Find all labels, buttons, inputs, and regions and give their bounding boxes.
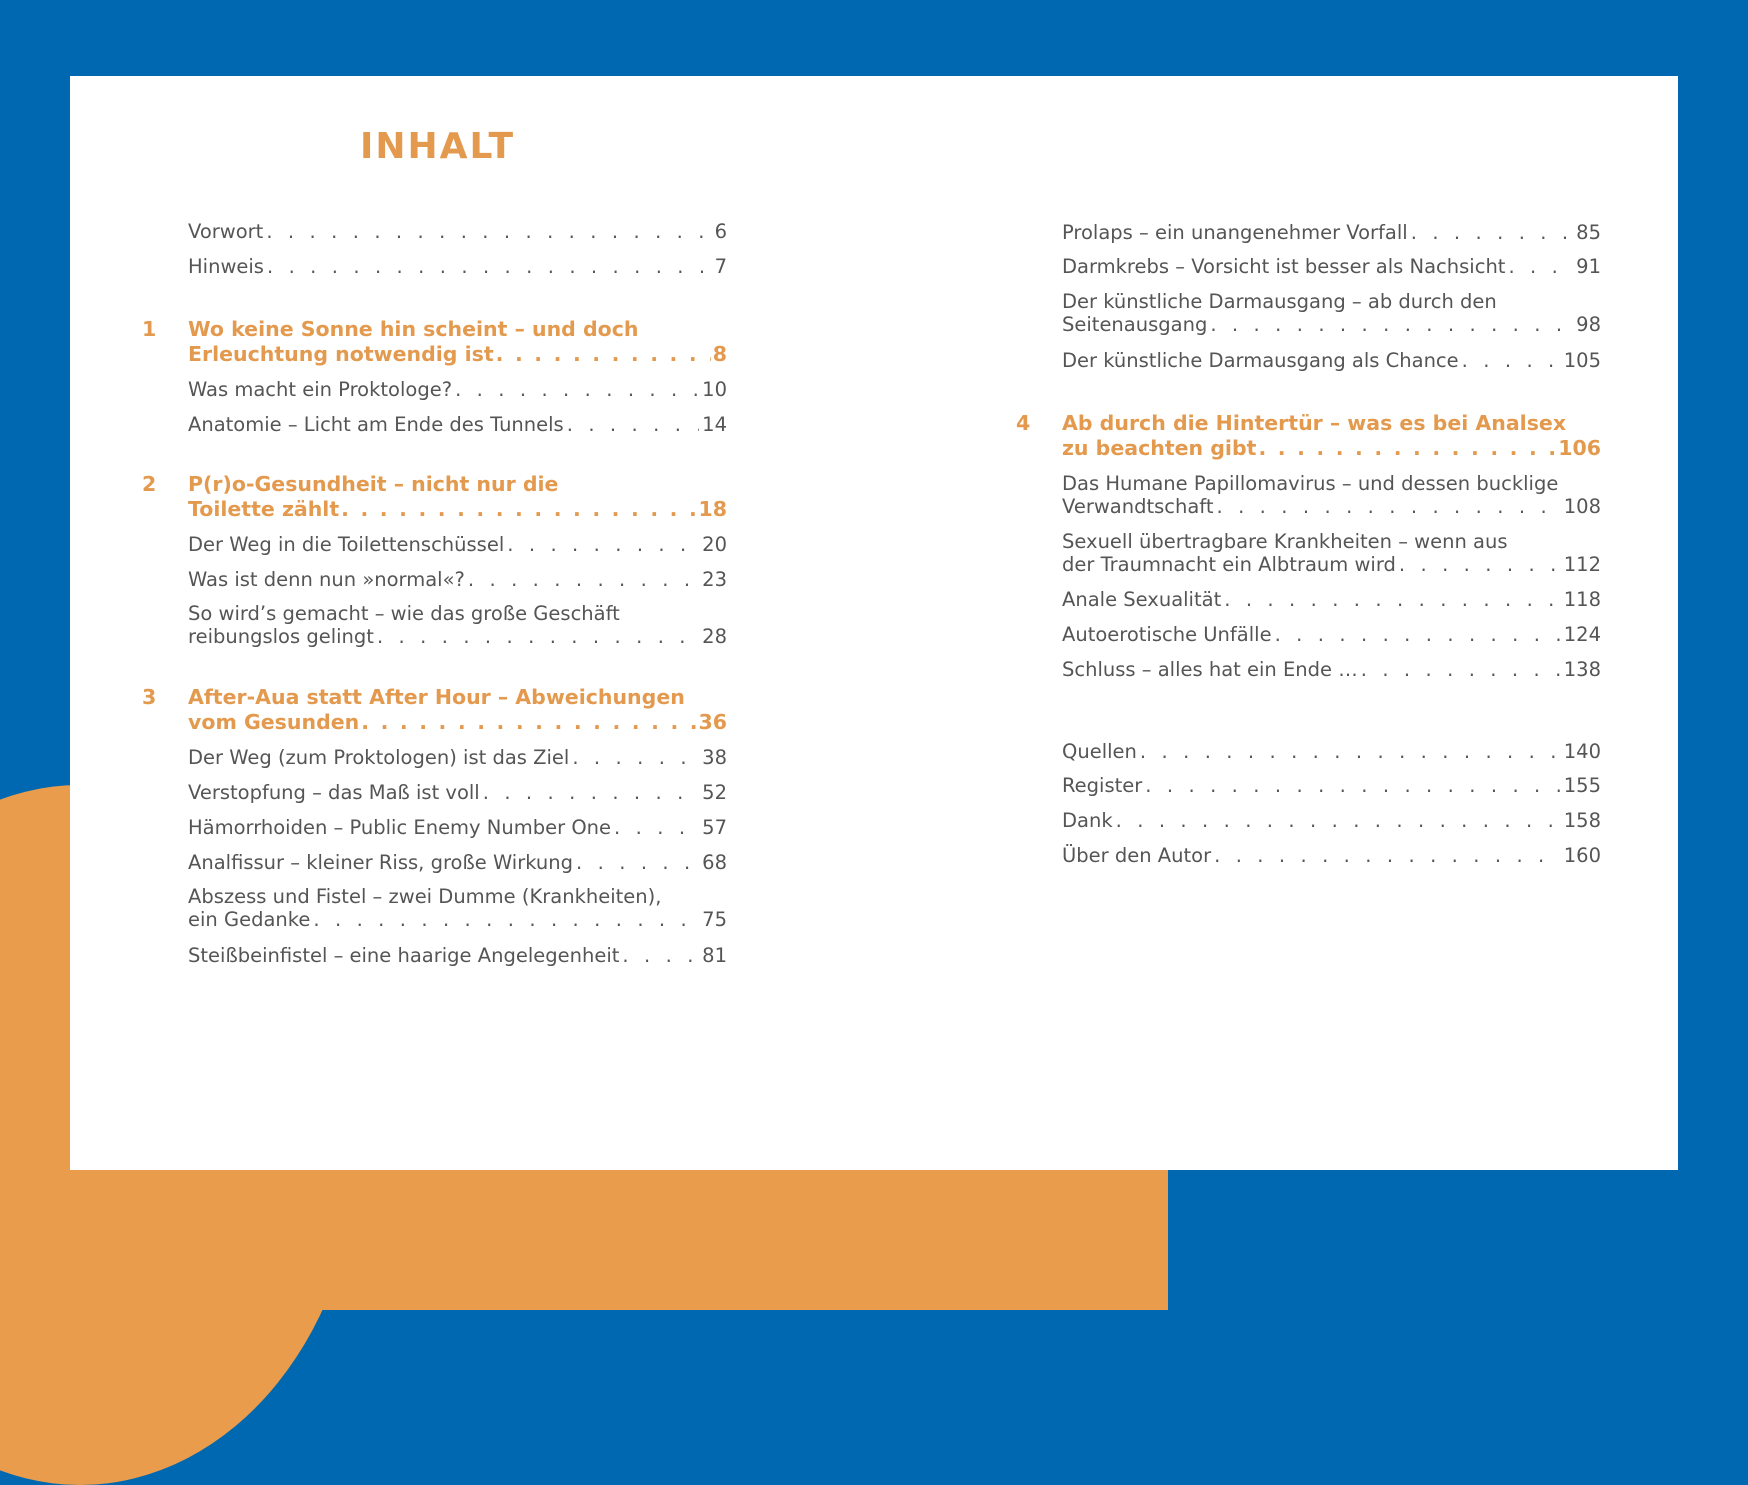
page-number: 8 bbox=[712, 342, 727, 366]
dot-leader bbox=[622, 944, 699, 967]
dot-leader bbox=[1224, 588, 1561, 611]
toc-entry-line bbox=[1062, 553, 1601, 576]
toc-entry-title: Über den Autor bbox=[1062, 844, 1212, 867]
dot-leader bbox=[1258, 436, 1556, 461]
toc-entry bbox=[1014, 349, 1601, 372]
toc-entry-title: Der künstliche Darmausgang als Chance bbox=[1062, 349, 1459, 372]
toc-entry-line bbox=[1062, 774, 1601, 797]
toc-entry bbox=[1014, 472, 1601, 518]
toc-entry-line bbox=[188, 908, 727, 931]
section-number: 1 bbox=[142, 317, 157, 341]
toc-entry-line bbox=[1062, 495, 1601, 518]
toc-entry-title: Seitenausgang bbox=[1062, 313, 1208, 336]
dot-leader bbox=[1508, 255, 1573, 278]
page-number: 108 bbox=[1563, 495, 1601, 518]
dot-leader bbox=[614, 816, 699, 839]
page-number: 98 bbox=[1576, 313, 1601, 336]
toc-entry-title: Anale Sexualität bbox=[1062, 588, 1222, 611]
toc-entry-title: Toilette zählt bbox=[188, 497, 340, 521]
toc-entry bbox=[140, 944, 727, 967]
page-number: 38 bbox=[702, 746, 727, 769]
toc-entry-line bbox=[1062, 221, 1601, 244]
dot-leader bbox=[1399, 553, 1561, 576]
toc-entry-line bbox=[1062, 313, 1601, 336]
page-number: 52 bbox=[702, 781, 727, 804]
toc-entry-line bbox=[188, 781, 727, 804]
section-number: 2 bbox=[142, 472, 157, 496]
toc-entry bbox=[140, 413, 727, 436]
toc-entry bbox=[140, 220, 727, 243]
page-title: INHALT bbox=[360, 126, 516, 167]
toc-entry-title: Hinweis bbox=[188, 255, 264, 278]
toc-entry-line bbox=[188, 851, 727, 874]
toc-entry-title: Anatomie – Licht am Ende des Tunnels bbox=[188, 413, 564, 436]
toc-section-heading bbox=[140, 317, 727, 367]
page-number: 112 bbox=[1563, 553, 1601, 576]
toc-entry-title: Autoerotische Unfälle bbox=[1062, 623, 1272, 646]
toc-entry-line bbox=[188, 497, 727, 522]
dot-leader bbox=[576, 851, 699, 874]
toc-entry-title-line: Wo keine Sonne hin scheint – und doch bbox=[188, 317, 639, 341]
toc-entry-title-line: Ab durch die Hintertür – was es bei Analsex bbox=[1062, 411, 1567, 435]
page-number: 6 bbox=[714, 220, 727, 243]
page-number: 14 bbox=[702, 413, 727, 436]
toc-entry bbox=[140, 378, 727, 401]
dot-leader bbox=[1214, 844, 1561, 867]
page-number: 105 bbox=[1563, 349, 1601, 372]
page-number: 160 bbox=[1563, 844, 1601, 867]
toc-section-heading bbox=[140, 472, 727, 522]
toc-entry-title: Analfissur – kleiner Riss, große Wirkung bbox=[188, 851, 574, 874]
dot-leader bbox=[377, 625, 699, 648]
toc-entry-title-line: P(r)o-Gesundheit – nicht nur die bbox=[188, 472, 559, 496]
page-number: 18 bbox=[698, 497, 727, 521]
dot-leader bbox=[507, 533, 699, 556]
toc-entry bbox=[140, 568, 727, 591]
toc-entry-line bbox=[1062, 588, 1601, 611]
page-number: 138 bbox=[1563, 658, 1601, 681]
dot-leader bbox=[1216, 495, 1560, 518]
toc-entry-title: Steißbeinfistel – eine haarige Angelegenheit bbox=[188, 944, 620, 967]
toc-entry bbox=[140, 602, 727, 648]
page-number: 106 bbox=[1558, 436, 1601, 460]
toc-entry-line bbox=[188, 746, 727, 769]
toc-entry-title-line: Sexuell übertragbare Krankheiten – wenn aus bbox=[1062, 530, 1508, 553]
page-number: 91 bbox=[1576, 255, 1601, 278]
dot-leader bbox=[468, 568, 699, 591]
dot-leader bbox=[455, 378, 699, 401]
page-number: 85 bbox=[1576, 221, 1601, 244]
page-number: 81 bbox=[702, 944, 727, 967]
toc-entry-line bbox=[1062, 844, 1601, 867]
toc-entry-line bbox=[188, 568, 727, 591]
toc-entry bbox=[1014, 774, 1601, 797]
toc-entry-line bbox=[188, 255, 727, 278]
page-number: 118 bbox=[1563, 588, 1601, 611]
page-number: 68 bbox=[702, 851, 727, 874]
toc-entry-title: der Traumnacht ein Albtraum wird bbox=[1062, 553, 1396, 576]
toc-section-heading bbox=[1014, 411, 1601, 461]
dot-leader bbox=[1210, 313, 1573, 336]
section-number: 4 bbox=[1016, 411, 1031, 435]
toc-entry-title: Der Weg (zum Proktologen) ist das Ziel bbox=[188, 746, 570, 769]
toc-entry bbox=[1014, 290, 1601, 336]
toc-entry-line bbox=[188, 710, 727, 735]
toc-entry-title: Erleuchtung notwendig ist bbox=[188, 342, 494, 366]
toc-entry-line bbox=[188, 220, 727, 243]
toc-entry bbox=[1014, 530, 1601, 576]
dot-leader bbox=[267, 255, 712, 278]
toc-entry bbox=[1014, 255, 1601, 278]
toc-entry-line bbox=[188, 413, 727, 436]
page-number: 155 bbox=[1563, 774, 1601, 797]
toc-entry-title-line: After-Aua statt After Hour – Abweichungen bbox=[188, 685, 685, 709]
page-number: 10 bbox=[702, 378, 727, 401]
dot-leader bbox=[1462, 349, 1561, 372]
page-number: 20 bbox=[702, 533, 727, 556]
toc-entry-title: vom Gesunden bbox=[188, 710, 360, 734]
toc-entry bbox=[1014, 623, 1601, 646]
dot-leader bbox=[1116, 809, 1561, 832]
toc-section-heading bbox=[140, 685, 727, 735]
page-number: 28 bbox=[702, 625, 727, 648]
toc-entry bbox=[140, 816, 727, 839]
toc-entry-title: Quellen bbox=[1062, 740, 1137, 763]
page-number: 140 bbox=[1563, 740, 1601, 763]
toc-entry-title: Prolaps – ein unangenehmer Vorfall bbox=[1062, 221, 1408, 244]
toc-entry-title: Register bbox=[1062, 774, 1143, 797]
toc-entry bbox=[1014, 221, 1601, 244]
toc-entry-title: Der Weg in die Toilettenschüssel bbox=[188, 533, 505, 556]
toc-entry-line bbox=[188, 378, 727, 401]
toc-entry-title: Was ist denn nun »normal«? bbox=[188, 568, 465, 591]
toc-entry-title: Dank bbox=[1062, 809, 1113, 832]
dot-leader bbox=[1411, 221, 1573, 244]
toc-entry-line bbox=[188, 625, 727, 648]
dot-leader bbox=[572, 746, 699, 769]
toc-entry bbox=[140, 746, 727, 769]
toc-entry-title: Verwandtschaft bbox=[1062, 495, 1214, 518]
dot-leader bbox=[1140, 740, 1561, 763]
toc-entry bbox=[1014, 740, 1601, 763]
toc-entry-line bbox=[1062, 349, 1601, 372]
toc-entry-title-line: Das Humane Papillomavirus – und dessen bucklige bbox=[1062, 472, 1559, 495]
toc-entry-title: Verstopfung – das Maß ist voll bbox=[188, 781, 480, 804]
toc-entry-line bbox=[1062, 623, 1601, 646]
dot-leader bbox=[313, 908, 699, 931]
toc-entry-title-line: So wird’s gemacht – wie das große Geschäft bbox=[188, 602, 620, 625]
toc-entry-line bbox=[188, 342, 727, 367]
toc-entry bbox=[140, 533, 727, 556]
dot-leader bbox=[1145, 774, 1560, 797]
section-number: 3 bbox=[142, 685, 157, 709]
toc-entry-title-line: Der künstliche Darmausgang – ab durch den bbox=[1062, 290, 1497, 313]
toc-entry-line bbox=[188, 816, 727, 839]
dot-leader bbox=[266, 220, 711, 243]
toc-entry-line bbox=[1062, 436, 1601, 461]
dot-leader bbox=[483, 781, 699, 804]
toc-entry-title: reibungslos gelingt bbox=[188, 625, 374, 648]
toc-entry bbox=[140, 781, 727, 804]
page-number: 7 bbox=[714, 255, 727, 278]
toc-entry-title: Darmkrebs – Vorsicht ist besser als Nachsicht bbox=[1062, 255, 1506, 278]
toc-entry bbox=[140, 885, 727, 931]
toc-entry-title: Schluss – alles hat ein Ende … bbox=[1062, 658, 1358, 681]
toc-entry-line bbox=[1062, 658, 1601, 681]
page-number: 158 bbox=[1563, 809, 1601, 832]
toc-entry-title: zu beachten gibt bbox=[1062, 436, 1257, 460]
toc-entry bbox=[1014, 844, 1601, 867]
toc-entry-title-line: Abszess und Fistel – zwei Dumme (Krankheiten), bbox=[188, 885, 662, 908]
toc-entry-line bbox=[1062, 809, 1601, 832]
toc-entry bbox=[140, 255, 727, 278]
dot-leader bbox=[1275, 623, 1561, 646]
toc-entry bbox=[1014, 809, 1601, 832]
page-number: 124 bbox=[1563, 623, 1601, 646]
toc-entry-line bbox=[188, 533, 727, 556]
toc-entry-title: Vorwort bbox=[188, 220, 264, 243]
dot-leader bbox=[567, 413, 699, 436]
toc-entry-line bbox=[1062, 740, 1601, 763]
toc-entry bbox=[1014, 658, 1601, 681]
toc-entry-line bbox=[188, 944, 727, 967]
dot-leader bbox=[361, 710, 696, 735]
page-number: 23 bbox=[702, 568, 727, 591]
toc-entry-line bbox=[1062, 255, 1601, 278]
page-number: 57 bbox=[702, 816, 727, 839]
toc-entry-title: Hämorrhoiden – Public Enemy Number One bbox=[188, 816, 612, 839]
dot-leader bbox=[341, 497, 696, 522]
toc-entry-title: Was macht ein Proktologe? bbox=[188, 378, 453, 401]
dot-leader bbox=[496, 342, 711, 367]
page-number: 36 bbox=[698, 710, 727, 734]
toc-entry-title: ein Gedanke bbox=[188, 908, 311, 931]
toc-entry bbox=[140, 851, 727, 874]
page-number: 75 bbox=[702, 908, 727, 931]
dot-leader bbox=[1361, 658, 1561, 681]
toc-entry bbox=[1014, 588, 1601, 611]
